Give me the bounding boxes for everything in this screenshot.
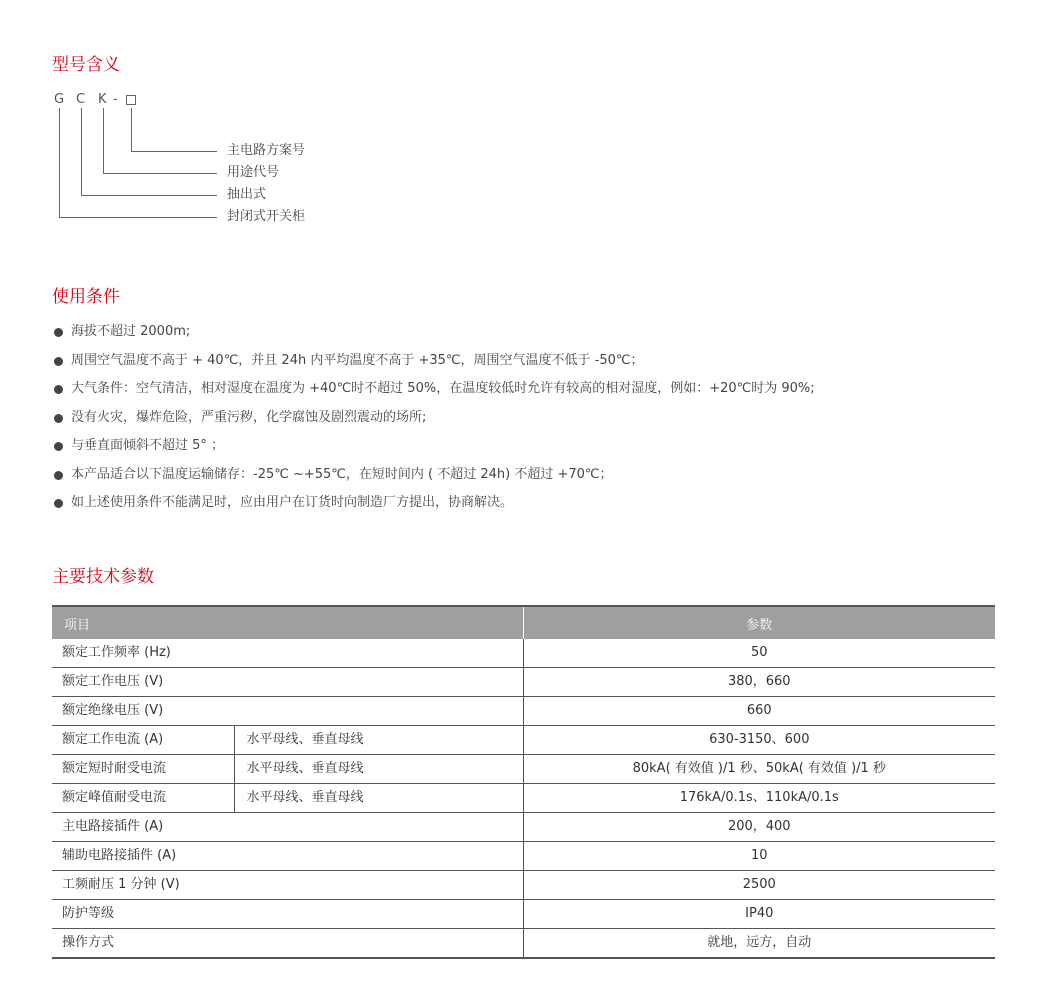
- table-row: [52, 668, 995, 697]
- code-label-main-circuit: 主电路方案号: [227, 143, 306, 158]
- params-title: 主要技术参数: [52, 567, 154, 587]
- code-letter-c: C: [76, 92, 86, 107]
- model-meaning-title: 型号含义: [52, 55, 120, 75]
- table-row: [52, 755, 995, 784]
- header-param: 参数: [523, 606, 995, 639]
- cell-sub: 水平母线、垂直母线: [234, 784, 523, 813]
- code-letter-k: K: [98, 92, 107, 107]
- list-item: [52, 493, 815, 522]
- cell-item: 额定峰值耐受电流: [52, 784, 234, 813]
- cell-item: 额定工作电流 (A): [52, 726, 234, 755]
- cell-sub: 水平母线、垂直母线: [234, 755, 523, 784]
- cell-value: 660: [523, 697, 995, 726]
- connector-line-usage-h: [103, 173, 217, 174]
- connector-line-scheme-h: [131, 151, 217, 152]
- code-dash: -: [113, 92, 118, 107]
- cell-item: 防护等级: [52, 900, 523, 929]
- bullet-icon: [54, 328, 63, 337]
- list-item: [52, 436, 815, 465]
- cell-value: 80kA( 有效值 )/1 秒、50kA( 有效值 )/1 秒: [523, 755, 995, 784]
- cell-value: 200，400: [523, 813, 995, 842]
- connector-line-scheme: [131, 108, 132, 151]
- cell-item: 工频耐压 1 分钟 (V): [52, 871, 523, 900]
- cell-value: IP40: [523, 900, 995, 929]
- condition-text: 如上述使用条件不能满足时，应由用户在订货时向制造厂方提出，协商解决。: [71, 495, 514, 510]
- list-item: [52, 322, 815, 351]
- list-item: [52, 408, 815, 437]
- connector-line-drawout-h: [81, 195, 217, 196]
- table-row: [52, 842, 995, 871]
- bullet-icon: [54, 357, 63, 366]
- connector-line-usage: [103, 108, 104, 173]
- condition-text: 没有火灾，爆炸危险，严重污秽，化学腐蚀及剧烈震动的场所;: [71, 409, 427, 425]
- cell-item: 额定绝缘电压 (V): [52, 697, 523, 726]
- cell-item: 辅助电路接插件 (A): [52, 842, 523, 871]
- table-row: [52, 784, 995, 813]
- cell-item: 主电路接插件 (A): [52, 813, 523, 842]
- table-row: [52, 639, 995, 668]
- list-item: [52, 465, 815, 494]
- bullet-icon: [54, 385, 63, 394]
- cell-sub: 水平母线、垂直母线: [234, 726, 523, 755]
- cell-value: 630-3150、600: [523, 726, 995, 755]
- connector-line-drawout: [81, 108, 82, 195]
- connector-line-enclosed-h: [59, 217, 217, 218]
- cell-value: 50: [523, 639, 995, 668]
- condition-text: 大气条件：空气清洁，相对湿度在温度为 +40℃时不超过 50%，在温度较低时允许有较高的相对湿度，例如：+20℃时为 90%;: [71, 381, 815, 396]
- condition-text: 与垂直面倾斜不超过 5° ；: [71, 438, 225, 453]
- cell-value: 10: [523, 842, 995, 871]
- table-row: [52, 726, 995, 755]
- table-row: [52, 929, 995, 959]
- table-row: [52, 871, 995, 900]
- bullet-icon: [54, 499, 63, 508]
- condition-text: 周围空气温度不高于 + 40℃，并且 24h 内平均温度不高于 +35℃，周围空气温度不低于 -50℃；: [71, 352, 644, 368]
- code-placeholder-box: [126, 95, 136, 105]
- bullet-icon: [54, 442, 63, 451]
- code-label-usage: 用途代号: [227, 165, 280, 180]
- list-item: [52, 351, 815, 380]
- cell-value: 176kA/0.1s、110kA/0.1s: [523, 784, 995, 813]
- table-row: [52, 813, 995, 842]
- cell-item: 操作方式: [52, 929, 523, 959]
- condition-text: 海拔不超过 2000m;: [71, 324, 191, 339]
- params-table: [52, 605, 995, 959]
- conditions-title: 使用条件: [52, 287, 120, 307]
- code-letter-g: G: [54, 92, 65, 107]
- table-header-row: [52, 606, 995, 639]
- table-row: [52, 900, 995, 929]
- connector-line-enclosed: [59, 108, 60, 217]
- cell-item: 额定工作频率 (Hz): [52, 639, 523, 668]
- cell-value: 就地，远方，自动: [523, 929, 995, 959]
- cell-item: 额定工作电压 (V): [52, 668, 523, 697]
- bullet-icon: [54, 471, 63, 480]
- table-row: [52, 697, 995, 726]
- condition-text: 本产品适合以下温度运输储存：-25℃ ~+55℃，在短时间内 ( 不超过 24h) 不超过 +70℃；: [71, 466, 613, 482]
- cell-value: 2500: [523, 871, 995, 900]
- code-label-drawout: 抽出式: [227, 187, 267, 202]
- header-item: 项目: [52, 606, 523, 639]
- code-label-enclosed: 封闭式开关柜: [227, 209, 306, 224]
- cell-value: 380，660: [523, 668, 995, 697]
- cell-item: 额定短时耐受电流: [52, 755, 234, 784]
- bullet-icon: [54, 414, 63, 423]
- conditions-list: [52, 322, 815, 522]
- list-item: [52, 379, 815, 408]
